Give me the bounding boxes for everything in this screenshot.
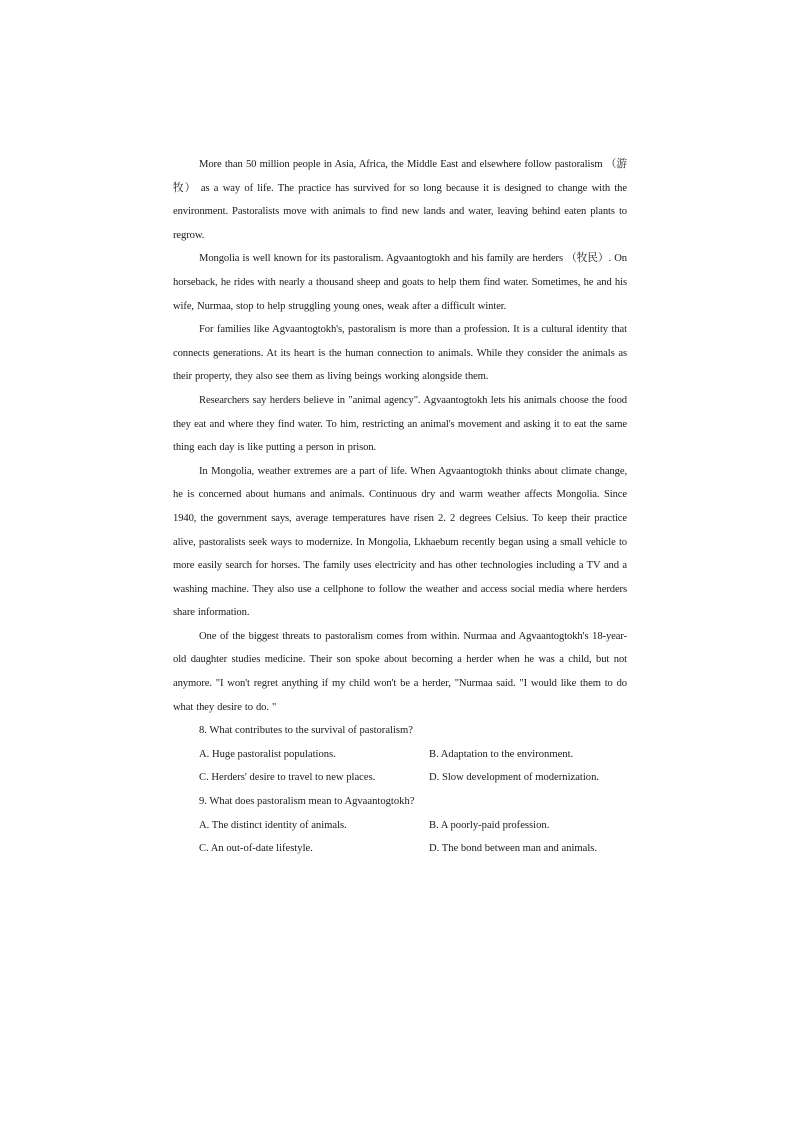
question-9-option-a: A. The distinct identity of animals. [199, 819, 347, 831]
question-9-stem: 9. What does pastoralism mean to Agvaantogtokh? [199, 796, 415, 808]
question-8 [173, 719, 627, 790]
question-list [173, 719, 627, 861]
question-9-options-row-1 [173, 814, 627, 838]
question-8-options-row-1 [173, 743, 627, 767]
passage-paragraph-1: More than 50 million people in Asia, Africa, the Middle East and elsewhere follow pastoralism （游牧） as a way of life. The practice has survived for so long because it is designed to change with the environment. Pastoralists move with animals to find new lands and water, leaving behind eaten plants to regrow. [173, 159, 627, 241]
passage-paragraph-5: In Mongolia, weather extremes are a part of life. When Agvaantogtokh thinks about climate change, he is concerned about humans and animals. Continuous dry and warm weather affects Mongolia. Since 1940, the government says, average temperatures have risen 2. 2 degrees Celsius. To keep their practice alive, pastoralists seek ways to modernize. In Mongolia, Lkhaebum recently began using a small vehicle to more easily search for horses. The family uses electricity and has other technologies including a TV and a washing machine. They also use a cellphone to follow the weather and access social media where herders share information. [173, 465, 627, 619]
passage-paragraph-4: Researchers say herders believe in "animal agency". Agvaantogtokh lets his animals choose the food they eat and where they find water. To him, restricting an animal's movement and asking it to eat the same thing each day is like putting a person in prison. [173, 394, 627, 454]
question-8-option-a: A. Huge pastoralist populations. [199, 748, 336, 760]
reading-passage [173, 153, 627, 861]
question-8-option-d: D. Slow development of modernization. [429, 772, 600, 784]
question-9 [173, 790, 627, 861]
question-9-option-b: B. A poorly-paid profession. [429, 819, 550, 831]
passage-paragraph-2: Mongolia is well known for its pastoralism. Agvaantogtokh and his family are herders （牧民）. On horseback, he rides with nearly a thousand sheep and goats to help them find water. Sometimes, he and his wife, Nurmaa, stop to help struggling young ones, weak after a difficult winter. [173, 253, 627, 312]
question-8-option-b: B. Adaptation to the environment. [429, 748, 574, 760]
question-9-option-c: C. An out-of-date lifestyle. [199, 843, 313, 855]
question-8-options-row-2 [173, 766, 627, 790]
passage-paragraph-3: For families like Agvaantogtokh's, pastoralism is more than a profession. It is a cultural identity that connects generations. At its heart is the human connection to animals. While they consider the animals as their property, they also see them as living beings working alongside them. [173, 324, 627, 383]
question-8-option-c: C. Herders' desire to travel to new places. [199, 772, 376, 784]
passage-paragraph-6: One of the biggest threats to pastoralism comes from within. Nurmaa and Agvaantogtokh's 18-year-old daughter studies medicine. Their son spoke about becoming a herder when he was a child, but not anymore. "I won't regret anything if my child won't be a herder, "Nurmaa said. "I would like them to do what they desire to do. " [173, 630, 627, 713]
question-8-stem: 8. What contributes to the survival of pastoralism? [199, 725, 413, 737]
question-9-options-row-2 [173, 837, 627, 861]
question-9-option-d: D. The bond between man and animals. [429, 843, 598, 855]
